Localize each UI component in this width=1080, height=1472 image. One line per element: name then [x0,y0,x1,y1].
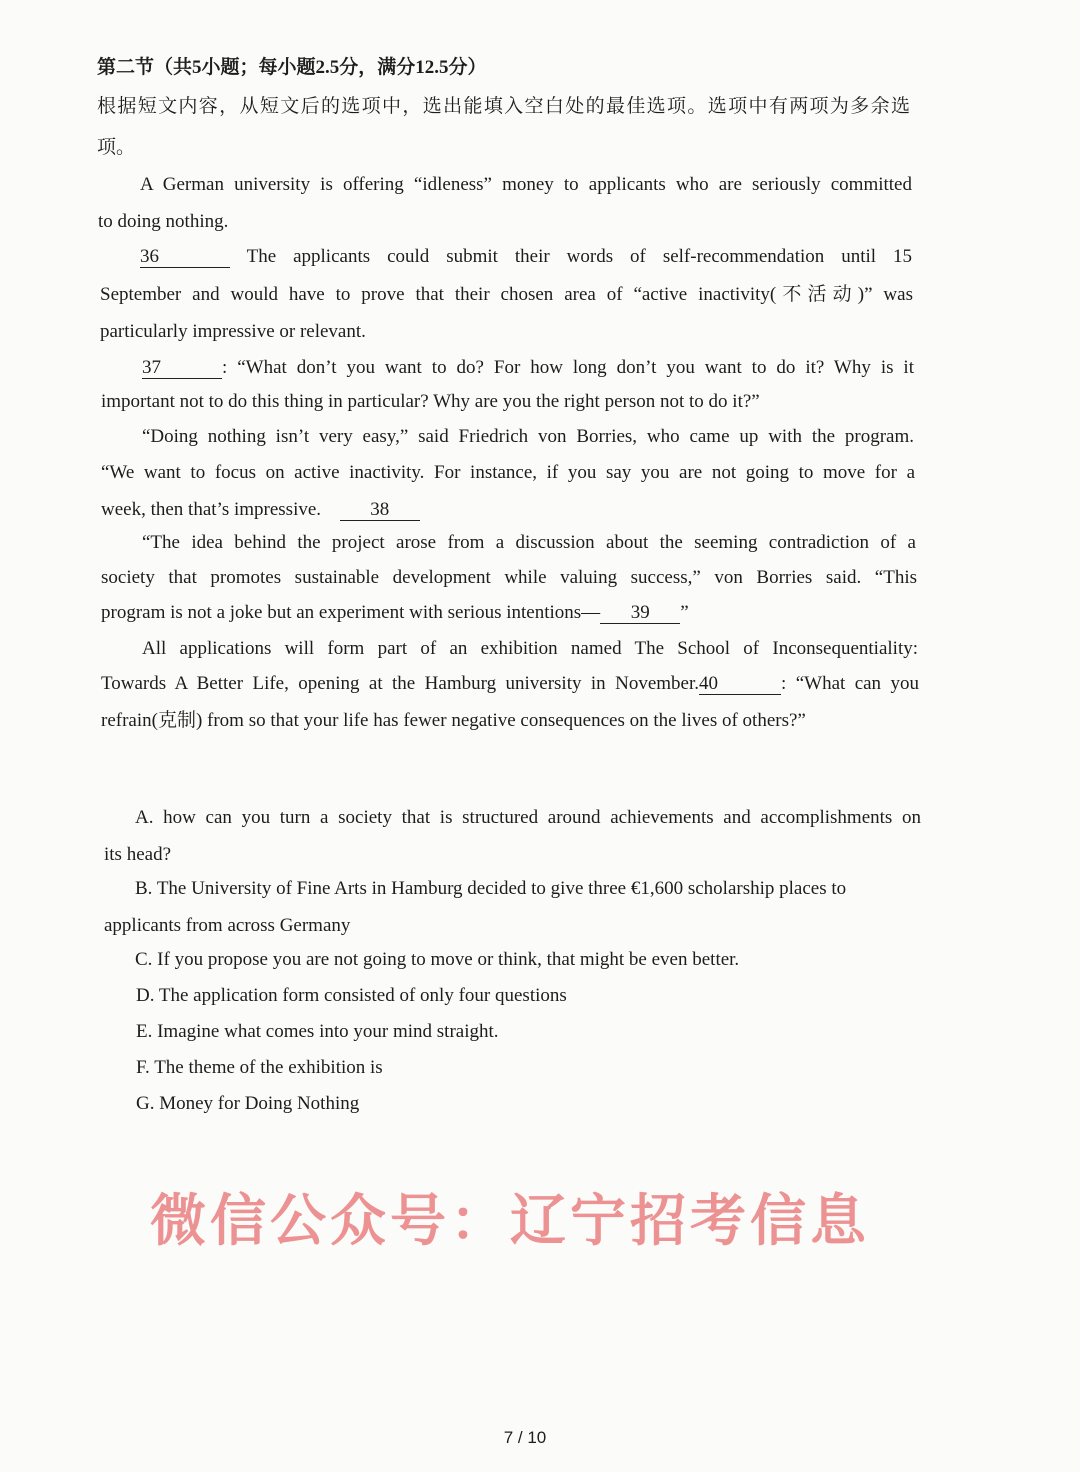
blank-40: 40 [699,674,781,695]
option-b: B. The University of Fine Arts in Hamburg decided to give three €1,600 scholarship places to [135,878,847,899]
passage-text: week, then that’s impressive. [101,499,322,520]
blank-38: 38 [340,500,420,521]
option-g: G. Money for Doing Nothing [136,1093,360,1114]
option-a-cont: its head? [104,844,172,865]
option-b-cont: applicants from across Germany [104,915,351,936]
passage-line: “Doing nothing isn’t very easy,” said Friedrich von Borries, who came up with the program. [142,426,914,447]
passage-line [101,601,689,625]
passage-text: ” [680,602,689,623]
passage-text: : “What can you [781,673,919,694]
passage-line: to doing nothing. [98,211,229,232]
passage-line [142,356,914,380]
option-d: D. The application form consisted of only four questions [136,985,567,1006]
passage-line: September and would have to prove that their chosen area of “active inactivity(不活动)” was [100,284,913,305]
passage-line [101,498,420,522]
passage-line: All applications will form part of an exhibition named The School of Inconsequentiality: [142,638,918,659]
passage-text: Towards A Better Life, opening at the Hamburg university in November. [101,673,699,694]
section-title: 第二节（共5小题；每小题2.5分，满分12.5分） [97,57,487,78]
passage-line [140,245,912,269]
page-number: 7 / 10 [503,1428,547,1447]
option-e: E. Imagine what comes into your mind straight. [136,1021,499,1042]
option-f: F. The theme of the exhibition is [136,1057,383,1078]
blank-39: 39 [600,603,680,624]
passage-line [101,672,919,696]
passage-line: A German university is offering “idleness” money to applicants who are seriously committed [140,174,912,195]
passage-line: “The idea behind the project arose from a discussion about the seeming contradiction of a [142,532,916,553]
passage-line: society that promotes sustainable development while valuing success,” von Borries said. “This [101,567,917,588]
option-c: C. If you propose you are not going to move or think, that might be even better. [135,949,740,970]
passage-line: “We want to focus on active inactivity. For instance, if you say you are not going to move for a [101,462,915,483]
watermark: 微信公众号：辽宁招考信息 [150,1189,870,1254]
passage-text: program is not a joke but an experiment with serious intentions— [101,602,601,623]
passage-line: refrain(克制) from so that your life has fewer negative consequences on the lives of others?” [101,710,806,731]
passage-text: The applicants could submit their words of self-recommendation until 15 [246,246,912,267]
passage-line: particularly impressive or relevant. [100,321,366,342]
blank-36: 36 [140,247,230,268]
instructions: 根据短文内容，从短文后的选项中，选出能填入空白处的最佳选项。选项中有两项为多余选 [97,96,910,117]
passage-line: important not to do this thing in particular? Why are you the right person not to do it?” [101,391,760,412]
instructions-cont: 项。 [97,137,136,158]
option-a: A. how can you turn a society that is structured around achievements and accomplishments on [135,807,921,828]
blank-37: 37 [142,358,222,379]
passage-text: : “What don’t you want to do? For how long don’t you want to do it? Why is it [222,357,914,378]
